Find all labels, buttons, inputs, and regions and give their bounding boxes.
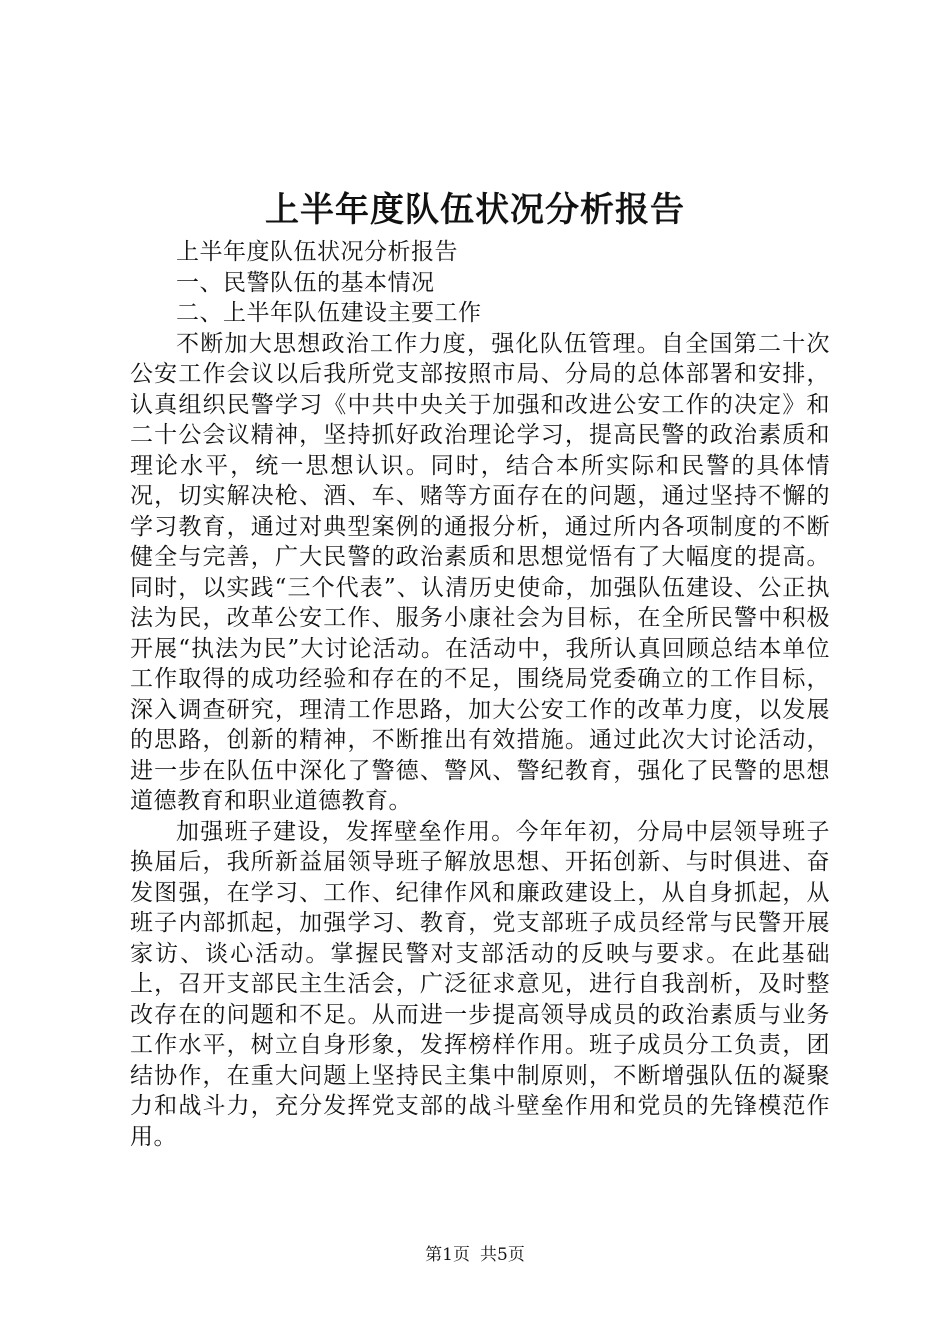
page-footer [0,1244,950,1266]
section-heading-2: 二、上半年队伍建设主要工作 [176,300,482,326]
section-heading-1: 一、民警队伍的基本情况 [176,269,435,296]
page-total: 共5页 [480,1245,525,1265]
body-paragraph-1: 不断加大思想政治工作力度，强化队伍管理。自全国第二十次公安工作会议以后我所党支部按照市局、分局的总体部署和安排，认真组织民警学习《中共中央关于加强和改进公安工作的决定》和二十公会议精神，坚持抓好政治理论学习，提高民警的政治素质和理论水平，统一思想认识。同时，结合本所实际和民警的具体情况，切实解决枪、酒、车、赌等方面存在的问题，通过坚持不懈的学习教育，通过对典型案例的通报分析，通过所内各项制度的不断健全与完善，广大民警的政治素质和思想觉悟有了大幅度的提高。同时，以实践“三个代表”、认清历史使命，加强队伍建设、公正执法为民，改革公安工作、服务小康社会为目标，在全所民警中积极开展“执法为民”大讨论活动。在活动中，我所认真回顾总结本单位工作取得的成功经验和存在的不足，围绕局党委确立的工作目标，深入调查研究，理清工作思路，加大公安工作的改革力度，以发展的思路，创新的精神，不断推出有效措施。通过此次大讨论活动，进一步在队伍中深化了警德、警风、警纪教育，强化了民警的思想道德教育和职业道德教育。 [130,330,830,814]
page-number: 第1页 [425,1245,470,1265]
body-heading: 上半年度队伍状况分析报告 [176,239,458,265]
document-title: 上半年度队伍状况分析报告 [265,190,685,230]
body-paragraph-2: 加强班子建设，发挥壁垒作用。今年年初，分局中层领导班子换届后，我所新益届领导班子解放思想、开拓创新、与时俱进、奋发图强，在学习、工作、纪律作风和廉政建设上，从自身抓起，从班子内部抓起，加强学习、教育，党支部班子成员经常与民警开展家访、谈心活动。掌握民警对支部活动的反映与要求。在此基础上，召开支部民主生活会，广泛征求意见，进行自我剖析，及时整改存在的问题和不足。从而进一步提高领导成员的政治素质与业务工作水平，树立自身形象，发挥榜样作用。班子成员分工负责，团结协作，在重大问题上坚持民主集中制原则，不断增强队伍的凝聚力和战斗力，充分发挥党支部的战斗壁垒作用和党员的先锋模范作用。 [130,818,830,1150]
document-body [130,237,830,1152]
